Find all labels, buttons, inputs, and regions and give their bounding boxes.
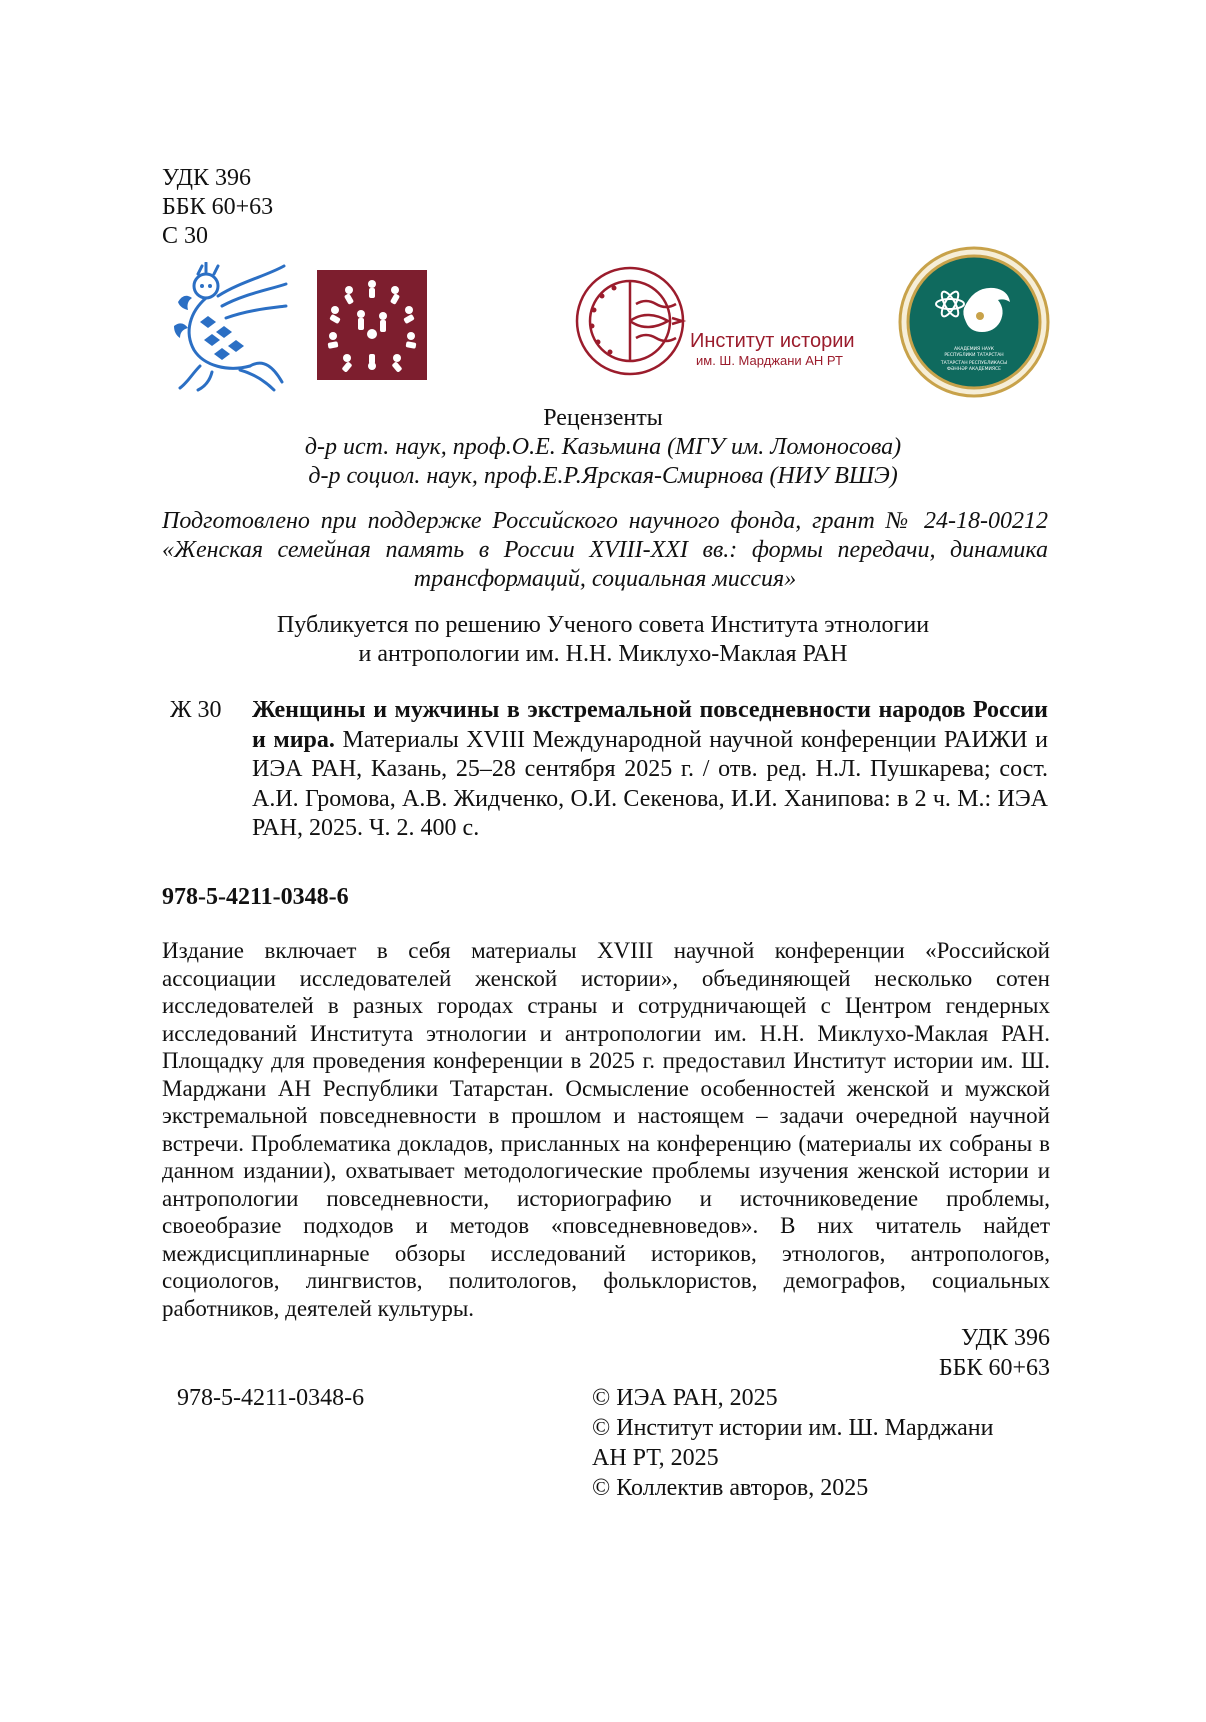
institute-name: Институт истории [690,330,855,352]
copyright-line: АН РТ, 2025 [592,1445,719,1471]
copyright-line: © ИЭА РАН, 2025 [592,1385,778,1411]
biblio-description [252,696,1048,844]
council-line-1: Публикуется по решению Ученого совета Института этнологии [276,612,930,638]
footer-bbk: ББК 60+63 [938,1355,1050,1381]
bbk-code: ББК 60+63 [162,194,274,220]
raizhi-bird-logo [170,262,288,392]
copyright-block [592,1383,1052,1503]
council-decision [160,611,1046,669]
copyright-line: © Коллектив авторов, 2025 [592,1475,869,1501]
book-details: Материалы XVIII Международной научной конференции РАИЖИ и ИЭА РАН, Казань, 25–28 сентября 2025 г. / отв. ред. Н.Л. Пушкарева; сост. А.И. Громова, А.В. Жидченко, О.И. Секенова, И.И. Ханипова: в 2 ч. М.: ИЭА РАН, 2025. Ч. 2. 400 с. [252,726,1048,841]
council-line-2: и антропологии им. Н.Н. Миклухо-Маклая РАН [358,641,848,667]
biblio-code: Ж 30 [170,697,222,723]
reviewer-2: д-р социол. наук, проф.Е.Р.Ярская-Смирнова (НИУ ВШЭ) [308,463,898,489]
academy-sciences-seal-logo [898,246,1050,398]
seal-text-4: ФӘННӘР АКАДЕМИЯСЕ [947,367,1001,372]
grant-note: Подготовлено при поддержке Российского научного фонда, грант № 24-18-00212 «Женская семейная память в России XVIII-XXI вв.: формы передачи, динамика трансформаций, социальная миссия» [162,508,1048,592]
reviewers-block [160,404,1046,491]
institute-history-logo [572,262,872,380]
book-title: Женщины и мужчины в экстремальной повседневности народов России и мира. [252,697,1048,753]
author-mark: С 30 [162,223,209,249]
isbn-heading: 978-5-4211-0348-6 [162,884,349,910]
abstract-text: Издание включает в себя материалы XVIII научной конференции «Российской ассоциации исследователей женской истории», объединяющей несколько сотен исследователей в разных городах страны и сотрудничающей с Центром гендерных исследований Института этнологии и антропологии им. Н.Н. Миклухо-Маклая РАН. Площадку для проведения конференции в 2025 г. предоставил Институт истории им. Ш. Марджани АН Республики Татарстан. Осмысление особенностей женской и мужской экстремальной повседневности в прошлом и настоящем – задачи очередной научной встречи. Проблематика докладов, присланных на конференцию (материалы их собраны в данном издании), охватывает методологические проблемы изучения женской истории и антропологии повседневности, историографию и источниковедение проблемы, своеобразие подходов и методов «повседневноведов». В них читатель найдет междисциплинарные обзоры исследований историков, этнологов, антропологов, социологов, лингвистов, политологов, фольклористов, демографов, социальных работников, деятелей культуры. [162,938,1050,1321]
reviewer-1: д-р ист. наук, проф.О.Е. Казьмина (МГУ им. Ломоносова) [304,434,902,460]
footer-udk: УДК 396 [961,1325,1050,1351]
seal-text-1: АКАДЕМИЯ НАУК [954,347,994,352]
seal-text-2: РЕСПУБЛИКИ ТАТАРСТАН [944,353,1004,358]
institute-caption [690,330,855,370]
ethnology-figures-logo [317,270,427,380]
institute-subtitle: им. Ш. Марджани АН РТ [696,353,843,368]
footer-codes [939,1323,1050,1383]
seal-text-3: ТАТАРСТАН РЕСПУБЛИКАСЫ [940,361,1008,366]
institute-emblem-icon [572,262,692,380]
copyright-line: © Институт истории им. Ш. Марджани [592,1415,994,1441]
classification-codes [162,164,273,251]
footer-isbn: 978-5-4211-0348-6 [177,1385,365,1411]
udk-code: УДК 396 [162,165,251,191]
reviewers-heading: Рецензенты [543,405,663,431]
